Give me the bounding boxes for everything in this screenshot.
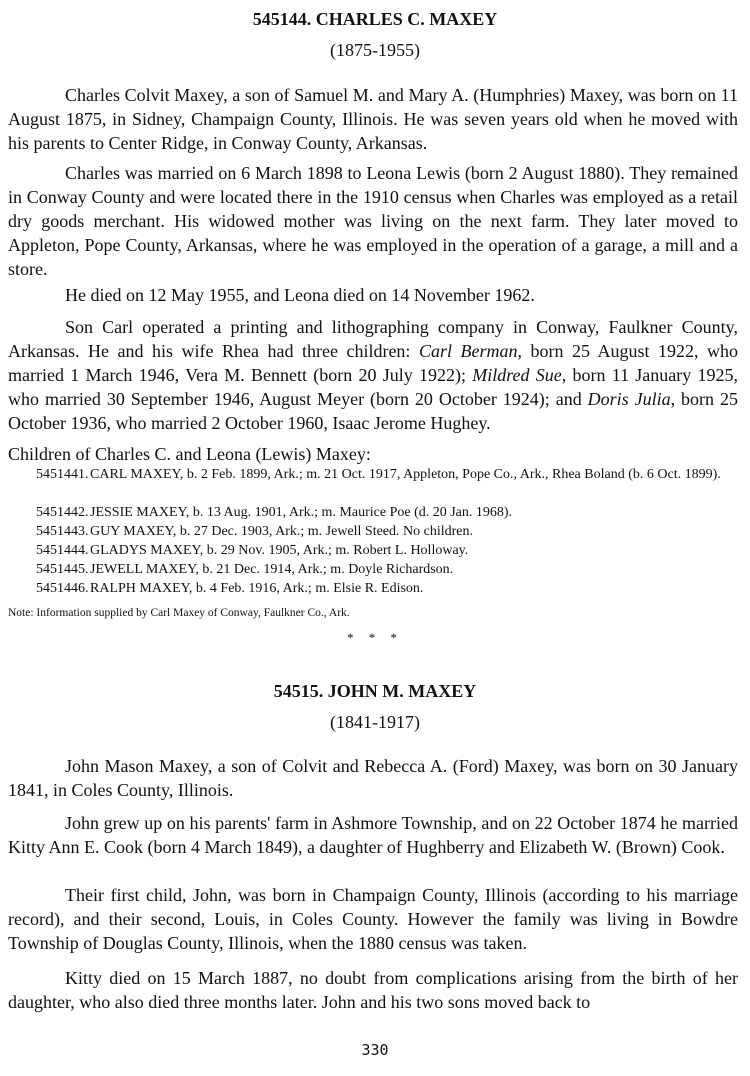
paragraph-john-3: Their first child, John, was born in Champaign County, Illinois (according to his marriage record), and their second, Louis, in Coles County. However the family was living in Bowdre Township of Douglas County, Illinois, when the 1880 census was taken. bbox=[8, 885, 738, 953]
section-separator: * * * bbox=[347, 630, 403, 645]
section-dates-charles: (1875-1955) bbox=[330, 40, 420, 60]
paragraph-john-1: John Mason Maxey, a son of Colvit and Rebecca A. (Ford) Maxey, was born on 30 January 1841, in Coles County, Illinois. bbox=[8, 756, 738, 800]
text-segment: , born 25 October 1936, who married 2 October 1960, Isaac Jerome Hughey. bbox=[8, 389, 738, 433]
section-heading-charles: 545144. CHARLES C. MAXEY bbox=[252, 9, 498, 29]
text-segment: , born 25 August 1922, who married 1 March 1946, Vera M. Bennett (born 20 July 1922); bbox=[8, 341, 738, 385]
child-name-doris-julia: Doris Julia bbox=[587, 389, 671, 409]
paragraph-charles-3: He died on 12 May 1955, and Leona died on 14 November 1962. bbox=[65, 285, 535, 305]
section-dates-john: (1841-1917) bbox=[330, 712, 420, 732]
child-text: GUY MAXEY, b. 27 Dec. 1903, Ark.; m. Jewell Steed. No children. bbox=[90, 524, 474, 539]
child-text: GLADYS MAXEY, b. 29 Nov. 1905, Ark.; m. Robert L. Holloway. bbox=[90, 543, 469, 558]
child-entry bbox=[36, 542, 738, 560]
page-number: 330 bbox=[361, 1041, 389, 1059]
paragraph-charles-4 bbox=[8, 315, 738, 435]
child-number: 5451442. bbox=[36, 505, 89, 520]
children-list-title: Children of Charles C. and Leona (Lewis) Maxey: bbox=[8, 444, 371, 464]
child-name-mildred-sue: Mildred Sue bbox=[472, 365, 562, 385]
paragraph-charles-1: Charles Colvit Maxey, a son of Samuel M. and Mary A. (Humphries) Maxey, was born on 11 August 1875, in Sidney, Champaign County, Illinois. He was seven years old when he moved with his parents to Center Ridge, in Conway County, Arkansas. bbox=[8, 85, 738, 153]
source-note: Note: Information supplied by Carl Maxey of Conway, Faulkner Co., Ark. bbox=[8, 607, 350, 619]
child-number: 5451443. bbox=[36, 524, 89, 539]
paragraph-charles-2: Charles was married on 6 March 1898 to Leona Lewis (born 2 August 1880). They remained in Conway County and were located there in the 1910 census when Charles was employed as a retail dry goods merchant. His widowed mother was living on the next farm. They later moved to Appleton, Pope County, Arkansas, where he was employed in the operation of a garage, a mill and a store. bbox=[8, 163, 738, 279]
text-segment: , born 11 January 1925, who married 30 September 1946, August Meyer (born 20 October 1924); and bbox=[8, 365, 739, 409]
child-entry bbox=[36, 523, 738, 541]
child-entry bbox=[36, 466, 738, 484]
child-entry bbox=[36, 580, 738, 598]
child-text: JESSIE MAXEY, b. 13 Aug. 1901, Ark.; m. Maurice Poe (d. 20 Jan. 1968). bbox=[90, 505, 513, 520]
child-entry bbox=[36, 504, 738, 522]
child-number: 5451441. bbox=[36, 467, 89, 482]
child-number: 5451446. bbox=[36, 581, 89, 596]
child-text: RALPH MAXEY, b. 4 Feb. 1916, Ark.; m. Elsie R. Edison. bbox=[90, 581, 424, 596]
text-segment: Son Carl operated a printing and lithographing company in Conway, Faulkner County, Arkansas. He and his wife Rhea had three children: bbox=[8, 317, 738, 361]
child-entry bbox=[36, 561, 738, 579]
child-text: JEWELL MAXEY, b. 21 Dec. 1914, Ark.; m. Doyle Richardson. bbox=[90, 562, 454, 577]
child-name-carl-berman: Carl Berman bbox=[418, 341, 518, 361]
child-number: 5451445. bbox=[36, 562, 89, 577]
child-number: 5451444. bbox=[36, 543, 89, 558]
paragraph-john-4: Kitty died on 15 March 1887, no doubt from complications arising from the birth of her daughter, who also died three months later. John and his two sons moved back to bbox=[8, 968, 738, 1012]
child-text: CARL MAXEY, b. 2 Feb. 1899, Ark.; m. 21 Oct. 1917, Appleton, Pope Co., Ark., Rhea Boland (b. 6 Oct. 1899). bbox=[90, 467, 721, 482]
paragraph-john-2: John grew up on his parents' farm in Ashmore Township, and on 22 October 1874 he married Kitty Ann E. Cook (born 4 March 1849), a daughter of Hughberry and Elizabeth W. (Brown) Cook. bbox=[8, 813, 738, 857]
section-heading-john: 54515. JOHN M. MAXEY bbox=[273, 681, 477, 701]
